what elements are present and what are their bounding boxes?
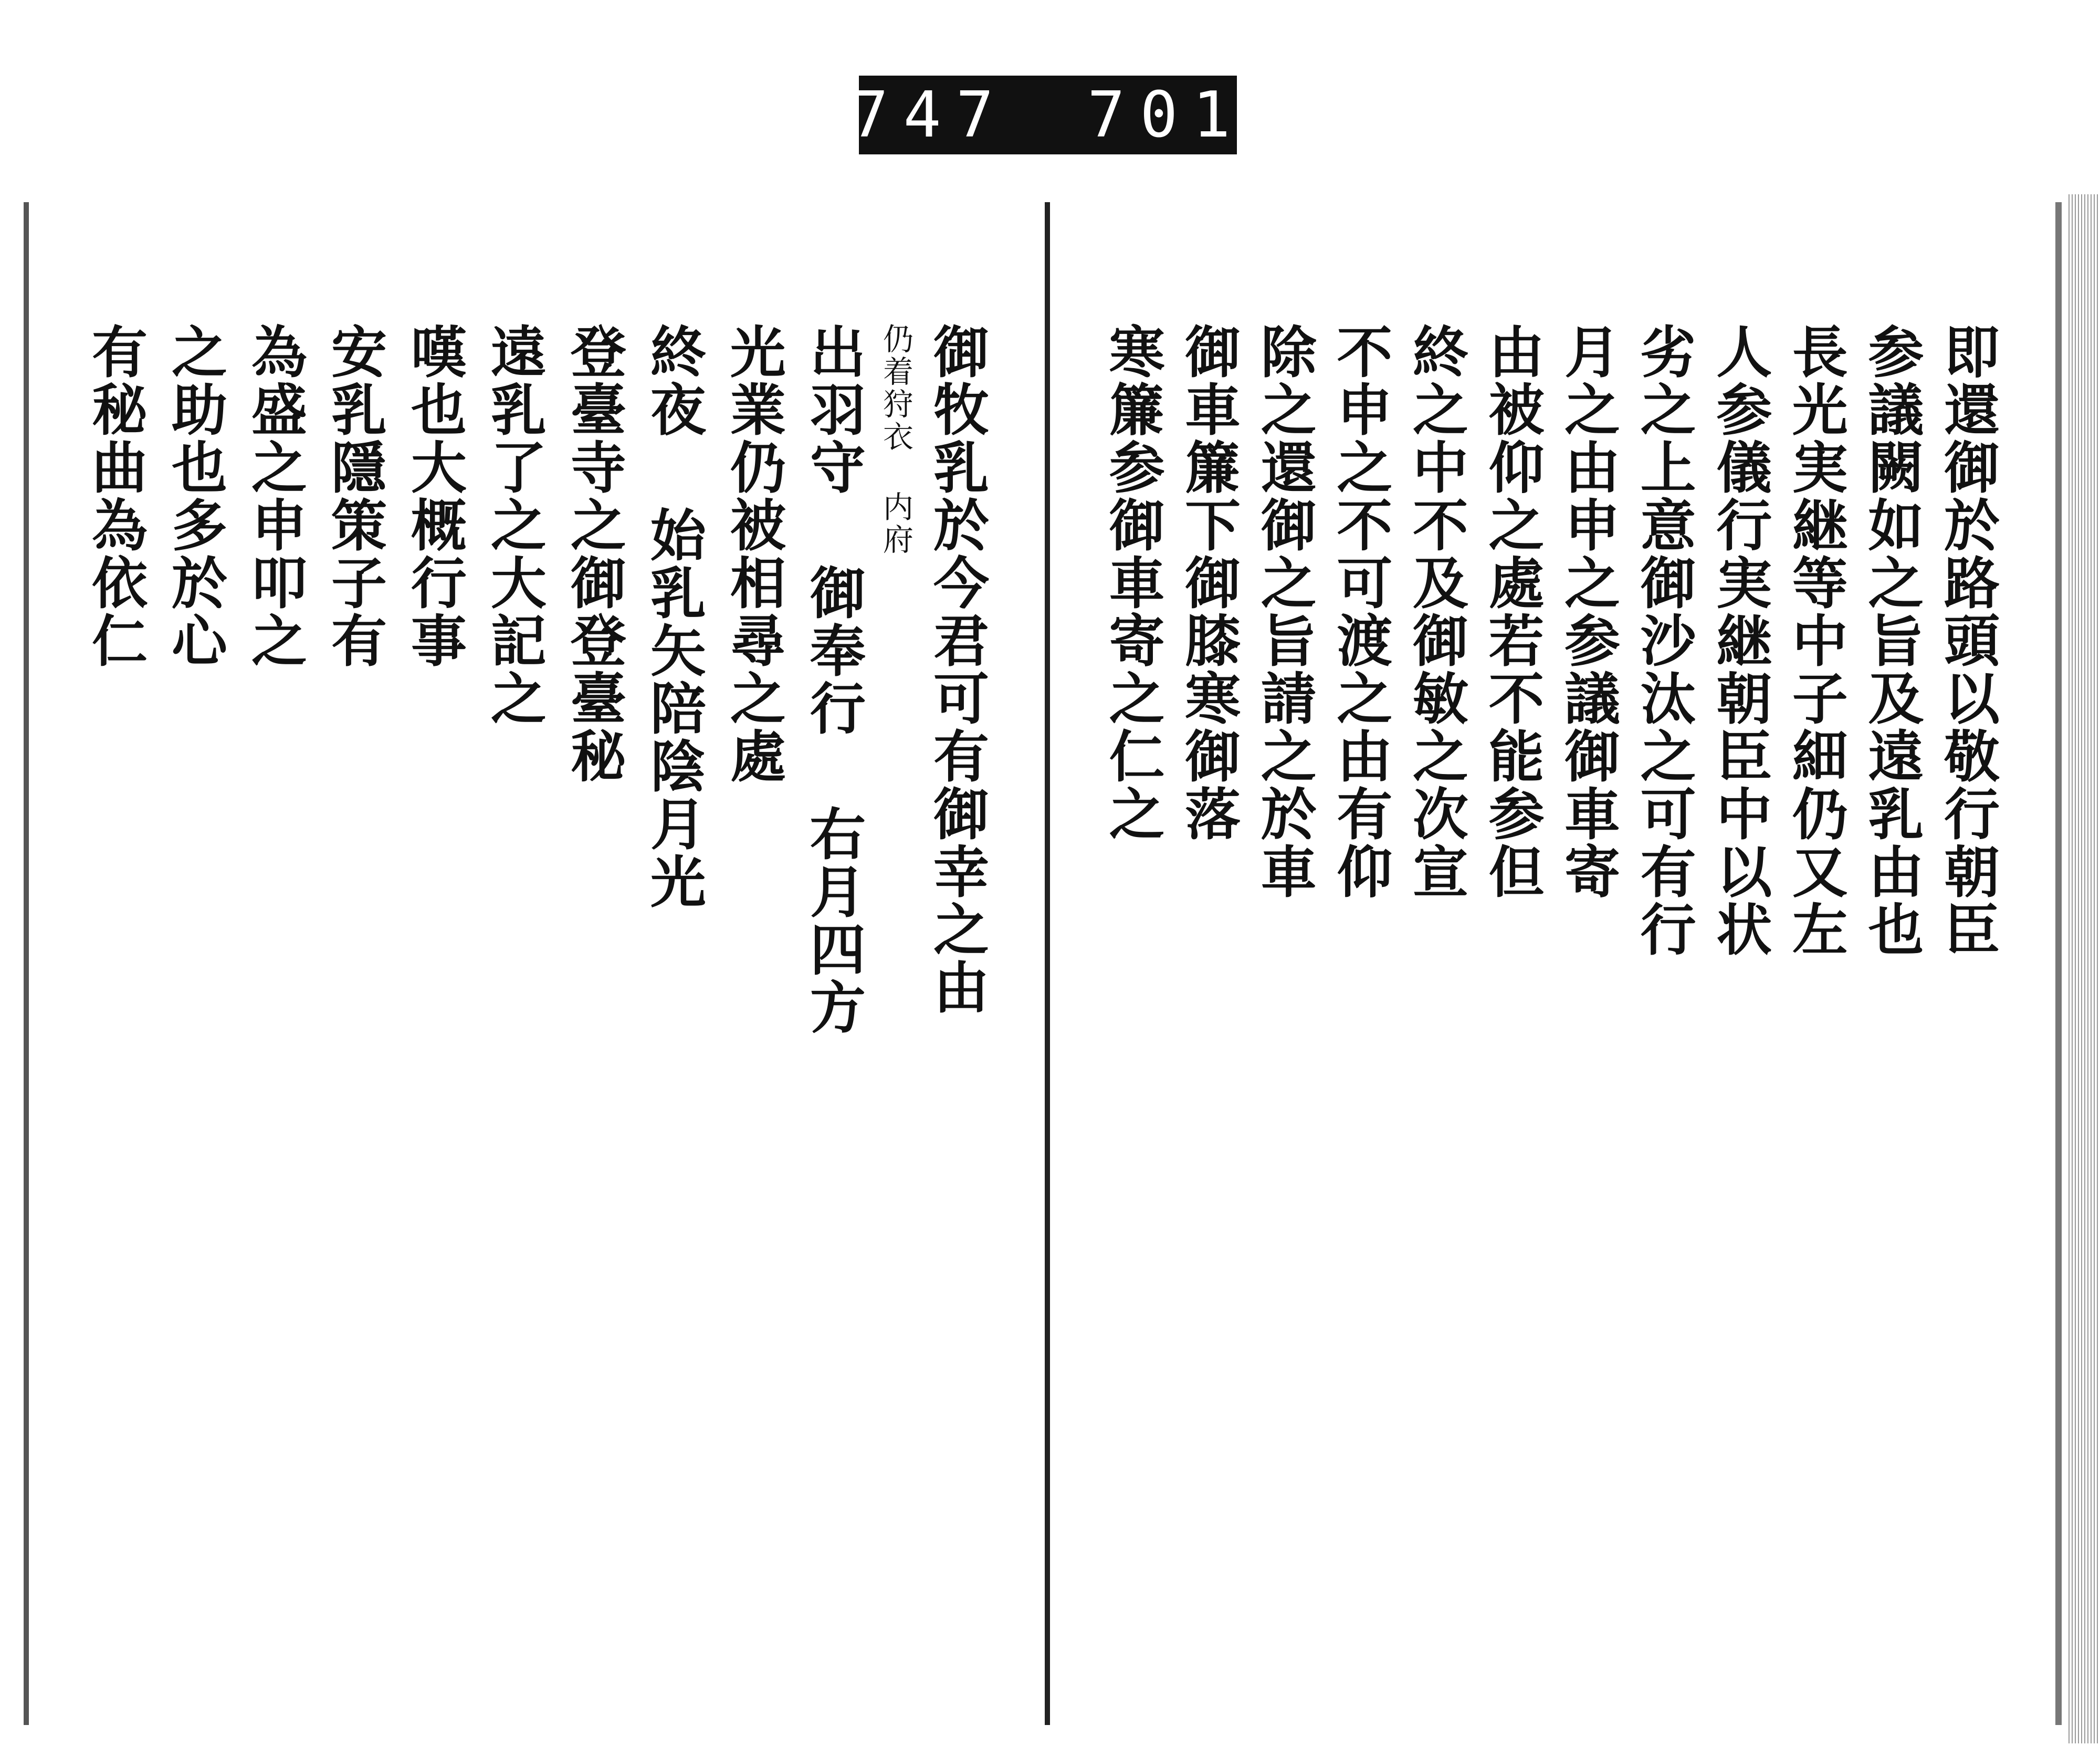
right-column-11: 御車簾下御膝寒御落 [1176,323,1242,843]
right-column-12: 寒簾参御車寄之仁之 [1100,323,1166,843]
left-column-8: 嘆也大概行事 [402,323,468,670]
right-page [1050,202,2062,1725]
right-page-text [1097,323,2008,1615]
catalog-number-right: 701 [1087,78,1245,152]
right-column-6: 月之由申之参議御車寄 [1556,323,1622,901]
book-page-edge [2068,194,2100,1743]
right-column-5: 劣之上意御沙汰之可有行 [1631,323,1697,958]
right-column-1: 即還御於路頭以敬行朝臣 [1935,323,2001,958]
left-column-4: 光業仍被相尋之處 [721,323,787,785]
left-column-6: 登臺寺之御登臺秘 [561,323,627,785]
left-column-9: 安乳隱策子有 [322,323,388,670]
left-column-5: 終夜 始乳矢陪陰月光 [641,323,707,911]
left-column-3: 出羽守 御奉行 右月四方 [801,323,867,1036]
left-column-12: 有秘曲為依仁 [82,323,149,670]
left-column-10: 為盛之申叩之 [242,323,308,670]
left-column-7: 遠乳了之大記之 [481,323,548,727]
left-column-11: 之助也多於心 [162,323,228,670]
right-column-2: 参議闕如之旨及遠乳由也 [1859,323,1925,958]
right-column-3: 長光実継等中子細仍又左 [1783,323,1849,958]
right-column-10: 除之還御之旨請之於車 [1252,323,1318,901]
right-column-4: 人参儀行実継朝臣中以状 [1707,323,1773,958]
left-column-1: 御牧乳於今君可有御幸之由 [924,323,990,1016]
catalog-number-left: 747 [850,78,1009,152]
right-column-9: 不申之不可渡之由有仰 [1328,323,1394,901]
left-page [24,202,1052,1725]
left-page-text [76,323,998,1615]
right-column-8: 終之中不及御敏之次宣 [1403,323,1469,901]
right-column-7: 由被仰之處若不能参但 [1479,323,1546,901]
left-column-2: 仍着狩衣 内府 [878,323,914,556]
catalog-number-label [850,76,1245,154]
